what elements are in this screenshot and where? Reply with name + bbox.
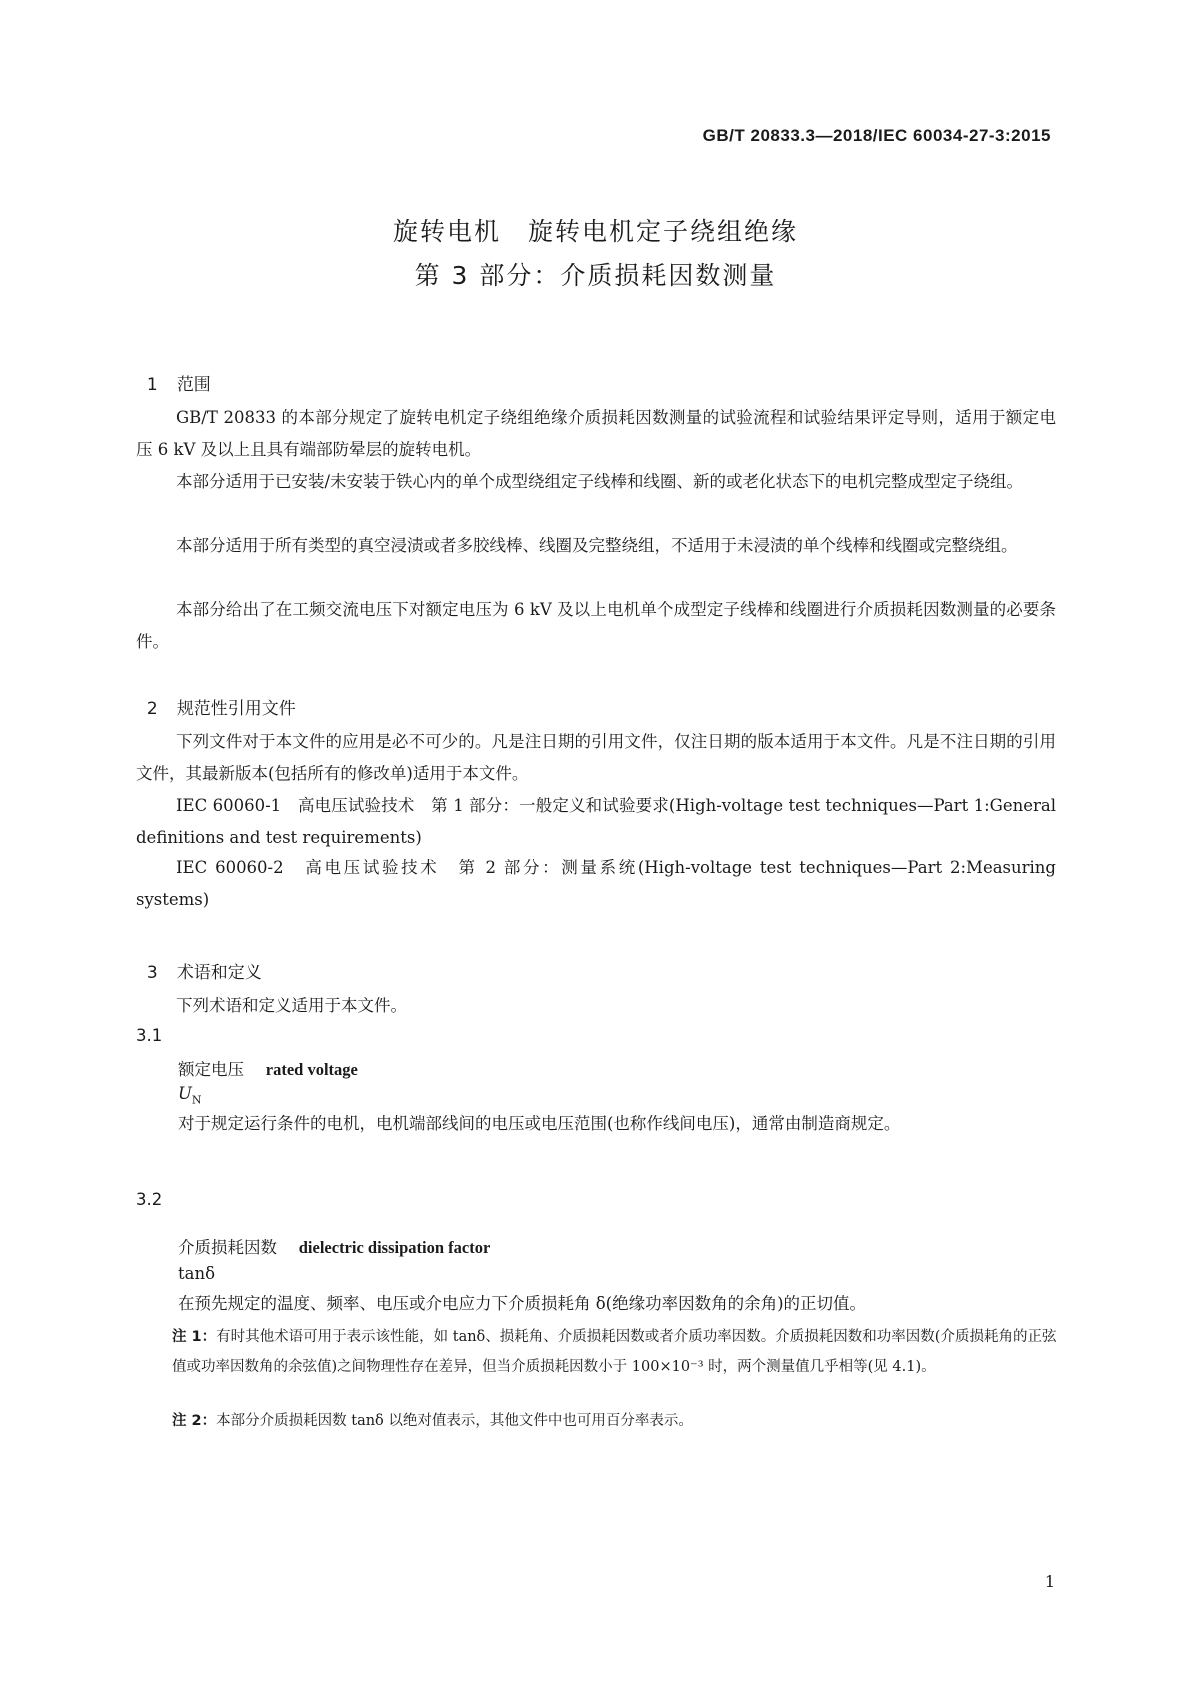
section-title: 范围 xyxy=(176,375,211,395)
term-en: dielectric dissipation factor xyxy=(298,1238,491,1257)
term-en: rated voltage xyxy=(265,1060,358,1079)
note-text: 本部分介质损耗因数 tanδ 以绝对值表示，其他文件中也可用百分率表示。 xyxy=(216,1413,693,1429)
section-number: 1 xyxy=(146,375,158,395)
paragraph: 下列术语和定义适用于本文件。 xyxy=(176,996,407,1015)
term-zh: 额定电压 xyxy=(178,1060,244,1079)
note-text: 有时其他术语可用于表示该性能，如 tanδ、损耗角、介质损耗因数或者介质功率因数。介质损耗因数和功率因数(介质损耗角的正弦值或功率因数角的余弦值)之间物理性存在差异，但当介质损耗因数小于 100×10⁻³ 时，两个测量值几乎相等(见 4.1)。 xyxy=(172,1329,1057,1375)
note-label: 注 2： xyxy=(172,1413,217,1429)
term-number: 3.2 xyxy=(136,1190,163,1209)
term-heading xyxy=(178,1234,490,1258)
standard-code: GB/T 20833.3—2018/IEC 60034-27-3:2015 xyxy=(702,126,1051,145)
term-definition: 在预先规定的温度、频率、电压或介电应力下介质损耗角 δ(绝缘功率因数角的余角)的正切值。 xyxy=(178,1294,867,1313)
title-line-2: 第 3 部分：介质损耗因数测量 xyxy=(414,261,777,290)
paragraph: 本部分适用于所有类型的真空浸渍或者多胶线棒、线圈及完整绕组，不适用于未浸渍的单个线棒和线圈或完整绕组。 xyxy=(176,536,1018,555)
page-number: 1 xyxy=(1044,1572,1055,1591)
reference-item: IEC 60060-1 高电压试验技术 第 1 部分：一般定义和试验要求(High-voltage test techniques—Part 1:General definitions and test requirements) xyxy=(136,796,1056,847)
paragraph: 本部分适用于已安装/未安装于铁心内的单个成型绕组定子线棒和线圈、新的或老化状态下的电机完整成型定子绕组。 xyxy=(176,472,1024,491)
section-number: 3 xyxy=(146,963,158,983)
term-symbol: tanδ xyxy=(178,1264,216,1283)
term-number: 3.1 xyxy=(136,1026,163,1045)
note-label: 注 1： xyxy=(172,1329,217,1345)
note-2 xyxy=(172,1406,1062,1436)
note-1 xyxy=(172,1322,1062,1382)
title-line-1: 旋转电机 旋转电机定子绕组绝缘 xyxy=(392,217,798,246)
term-definition: 对于规定运行条件的电机，电机端部线间的电压或电压范围(也称作线间电压)，通常由制造商规定。 xyxy=(178,1114,901,1133)
section-1-heading xyxy=(136,350,211,395)
section-title: 规范性引用文件 xyxy=(176,699,296,719)
section-number: 2 xyxy=(146,699,158,719)
section-2-heading xyxy=(136,674,296,719)
term-heading xyxy=(178,1056,358,1080)
reference-item: IEC 60060-2 高电压试验技术 第 2 部分：测量系统(High-voltage test techniques—Part 2:Measuring systems) xyxy=(136,858,1056,909)
section-title: 术语和定义 xyxy=(176,963,262,983)
term-symbol: $U_N$ xyxy=(178,1084,202,1107)
section-3-heading xyxy=(136,938,262,983)
paragraph: 本部分给出了在工频交流电压下对额定电压为 6 kV 及以上电机单个成型定子线棒和线圈进行介质损耗因数测量的必要条件。 xyxy=(136,600,1056,651)
paragraph: GB/T 20833 的本部分规定了旋转电机定子绕组绝缘介质损耗因数测量的试验流程和试验结果评定导则，适用于额定电压 6 kV 及以上且具有端部防晕层的旋转电机。 xyxy=(136,408,1056,459)
term-zh: 介质损耗因数 xyxy=(178,1238,277,1257)
paragraph: 下列文件对于本文件的应用是必不可少的。凡是注日期的引用文件，仅注日期的版本适用于本文件。凡是不注日期的引用文件，其最新版本(包括所有的修改单)适用于本文件。 xyxy=(136,732,1056,783)
